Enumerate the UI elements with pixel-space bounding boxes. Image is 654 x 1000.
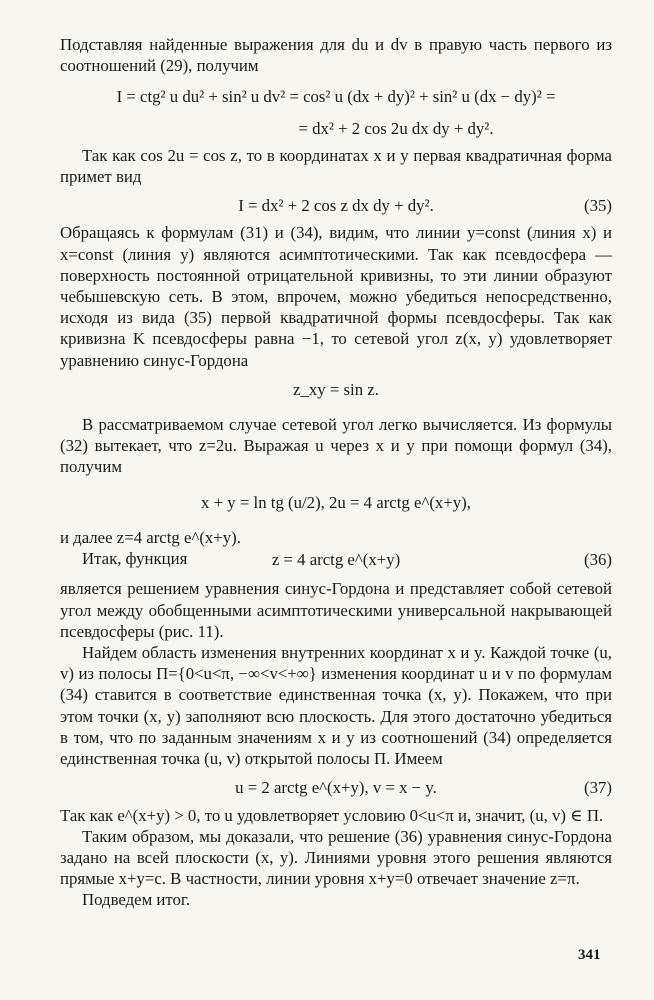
equation-37-number: (37) <box>584 778 612 798</box>
paragraph-condition: Так как e^(x+y) > 0, то u удовлетворяет условию 0<u<π и, значит, (u, v) ∈ П. <box>60 805 604 825</box>
paragraph-intro: Подставляя найденные выражения для du и dv в правую часть первого из соотношений (29), получим <box>60 35 612 76</box>
equation-37 <box>60 777 612 798</box>
equation-35-number: (35) <box>584 196 612 216</box>
equation-35 <box>60 195 612 216</box>
paragraph-thus: Итак, функция <box>82 549 188 569</box>
paragraph-solution: является решением уравнения синус-Гордона и представляет собой сетевой угол между обобщенными асимптотическими универсальной накрывающей псевдосферы (рис. 11). <box>60 579 612 641</box>
paragraph-z-value: и далее z=4 arctg e^(x+y). <box>60 527 241 547</box>
equation-first-form-line2: = dx² + 2 cos 2u dx dy + dy². <box>298 118 494 138</box>
page-body <box>60 34 612 911</box>
equation-first-form <box>60 86 612 138</box>
equation-37-body: u = 2 arctg e^(x+y), v = x − y. <box>235 778 437 798</box>
equation-36 <box>60 549 612 570</box>
paragraph-asymptotic: Обращаясь к формулам (31) и (34), видим, что линии y=const (линия x) и x=const (линия y) являются асимптотическими. Так как псевдосфера — поверхность постоянной отрицательной кривизны, то эти линии образуют чебышевскую сеть. В этом, впрочем, можно убедиться непосредственно, исходя из вида (35) первой квадратичной формы псевдосферы. Так как кривизна K псевдосферы равна −1, то сетевой угол z(x, y) удовлетворяет уравнению синус-Гордона <box>60 223 612 370</box>
page-number: 341 <box>578 947 601 963</box>
equation-36-number: (36) <box>584 550 612 570</box>
paragraph-cos: Так как cos 2u = cos z, то в координатах x и y первая квадратичная форма примет вид <box>60 145 612 187</box>
equation-36-body: z = 4 arctg e^(x+y) <box>271 550 401 570</box>
paragraph-summary: Подведем итог. <box>82 890 191 910</box>
equation-first-form-line1: I = ctg² u du² + sin² u dv² = cos² u (dx + dy)² + sin² u (dx − dy)² = <box>116 87 556 107</box>
paragraph-conclusion: Таким образом, мы доказали, что решение (36) уравнения синус-Гордона задано на всей плоскости (x, y). Линиями уровня этого решения являются прямые x+y=c. В частности, линии уровня x+y=0 отвечает значение z=π. <box>60 826 612 889</box>
equation-sine-gordon: z_xy = sin z. <box>293 379 379 399</box>
equation-xy-relation: x + y = ln tg (u/2), 2u = 4 arctg e^(x+y), <box>201 492 471 512</box>
equation-35-body: I = dx² + 2 cos z dx dy + dy². <box>238 196 434 216</box>
paragraph-domain: Найдем область изменения внутренних координат x и y. Каждой точке (u, v) из полосы П={0<u<π, −∞<v<+∞} изменения координат u и v по формулам (34) ставится в соответствие единственная точка (x, y). Покажем, что при этом точки (x, y) заполняют всю плоскость. Для этого достаточно убедиться в том, что по заданным значениям x и y из соотношений (34) определяется единственная точка (u, v) открытой полосы П. Имеем <box>60 643 612 769</box>
paragraph-net-angle: В рассматриваемом случае сетевой угол легко вычисляется. Из формулы (32) вытекает, что z=2u. Выражая u через x и y при помощи формул (34), получим <box>60 415 612 477</box>
